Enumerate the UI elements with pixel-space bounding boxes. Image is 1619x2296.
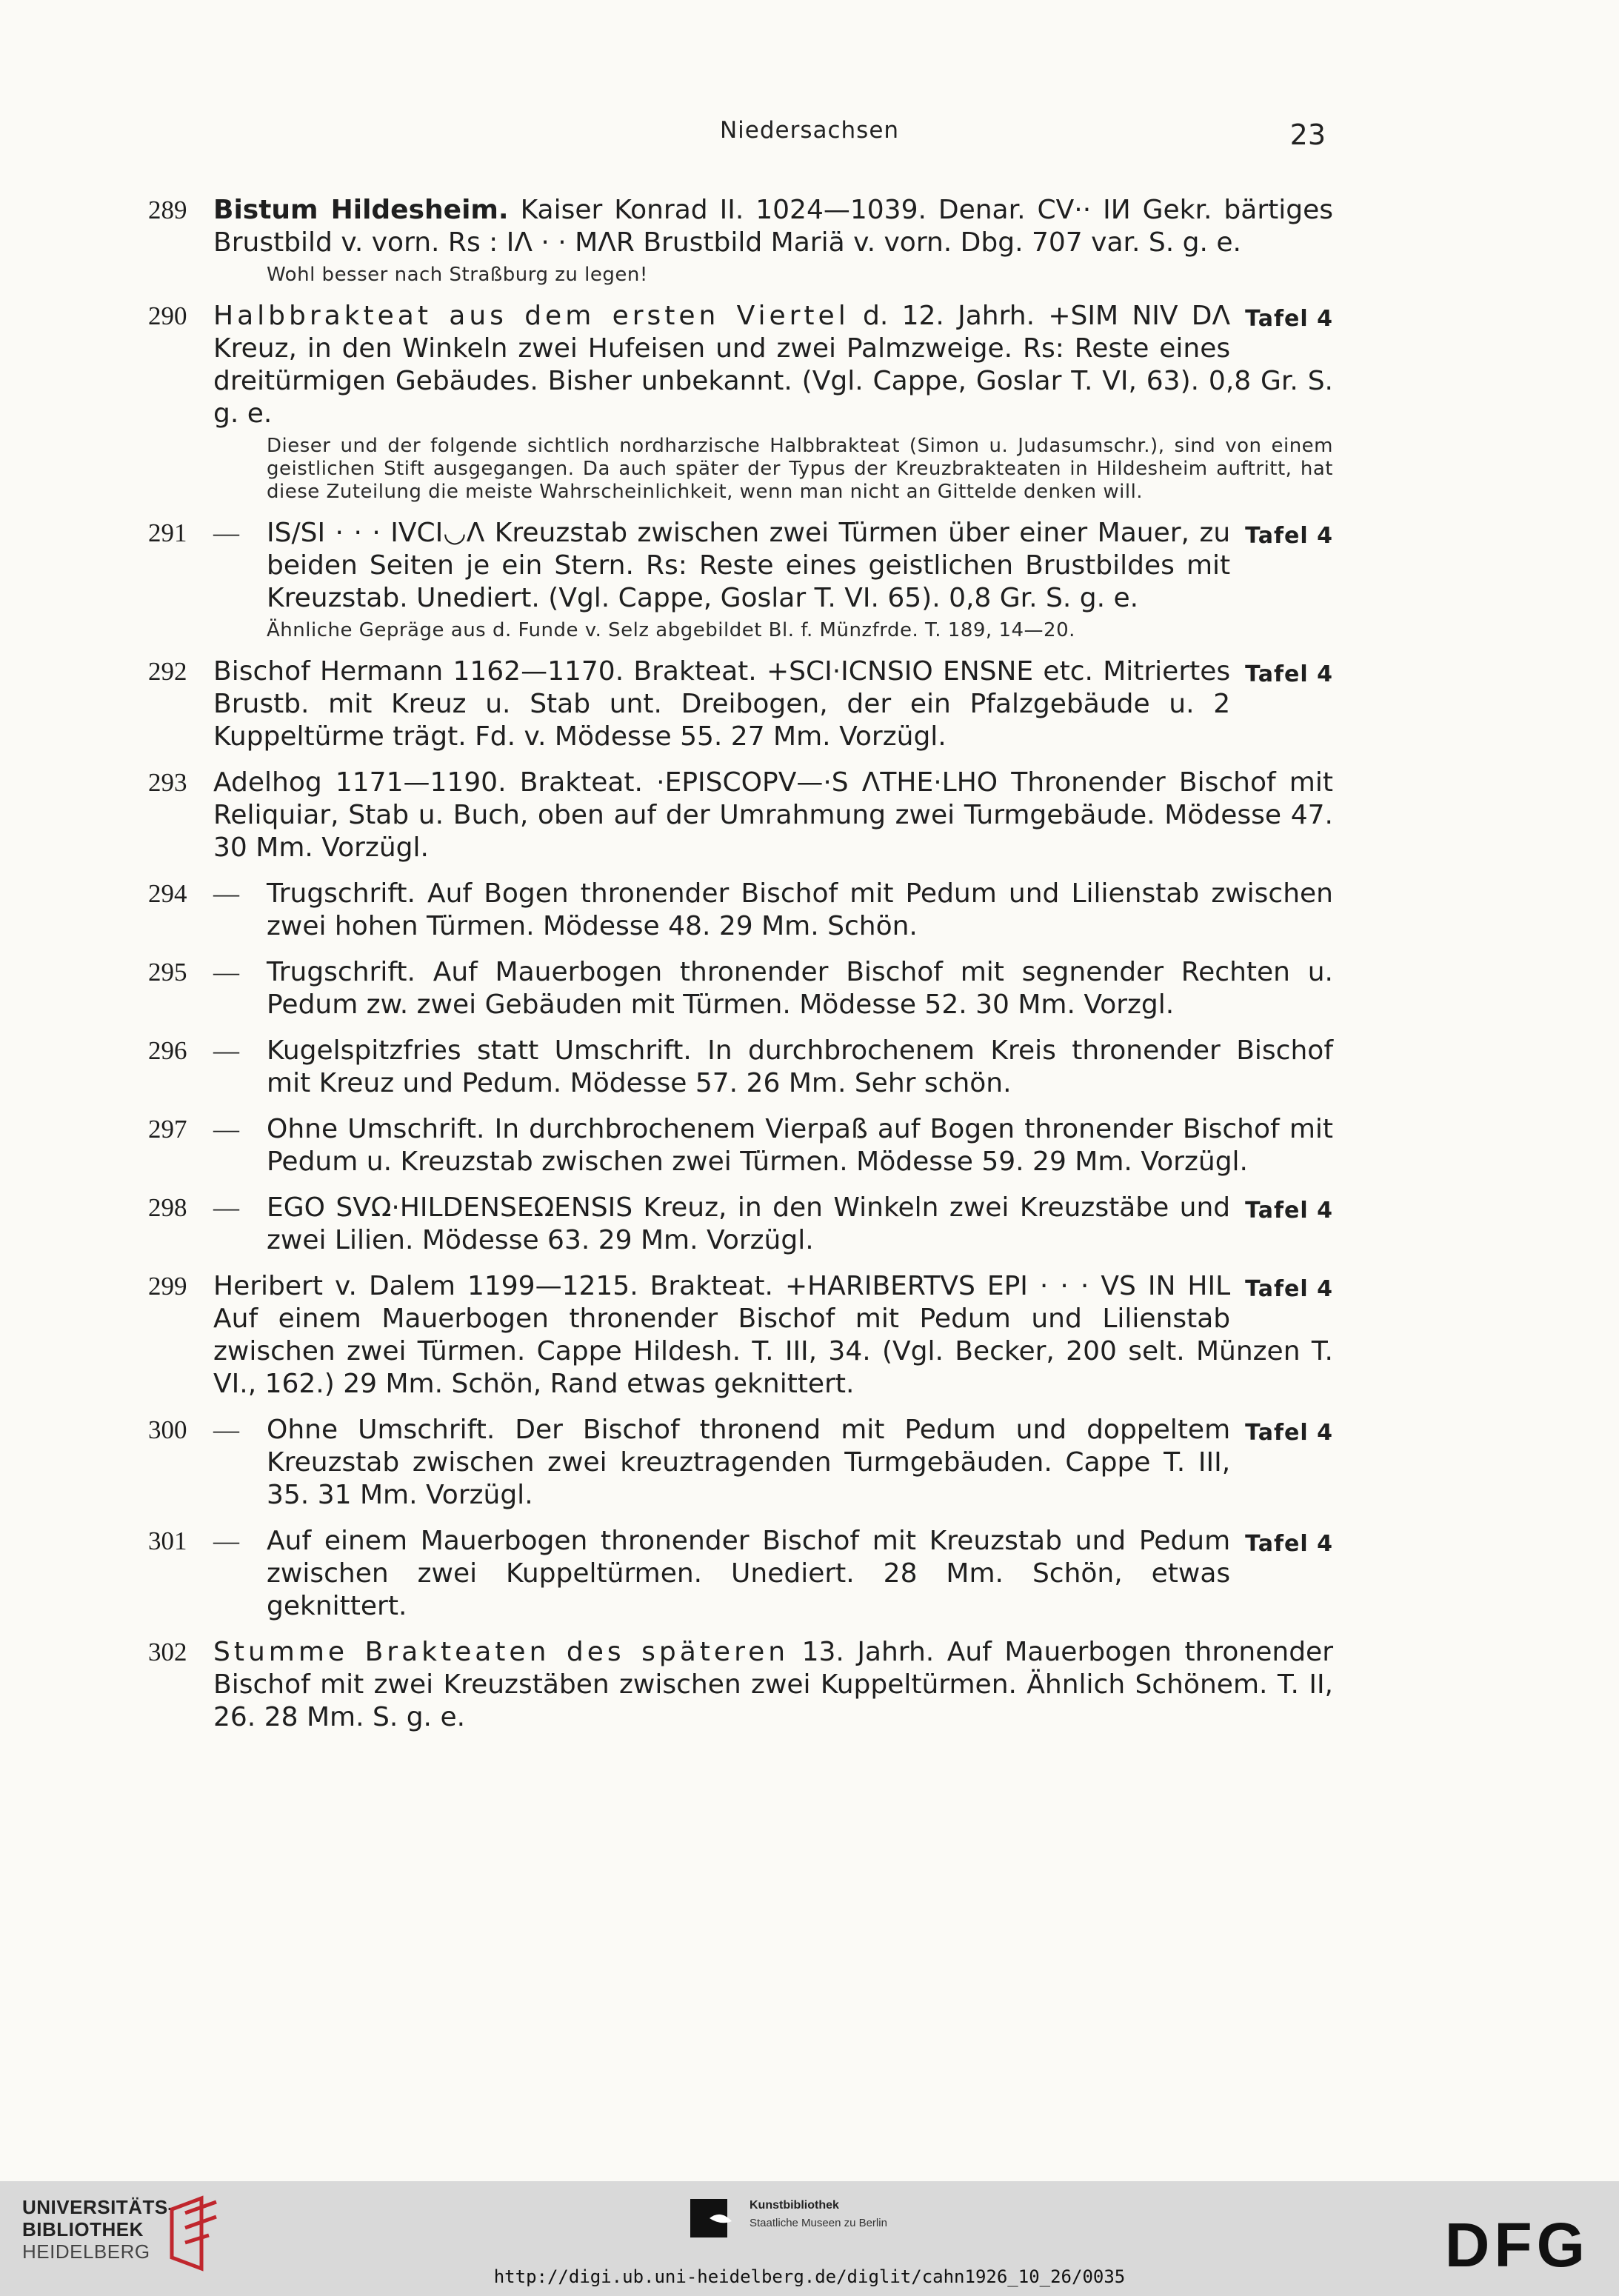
entry-body bbox=[267, 956, 1333, 1021]
entry-number: 297 bbox=[148, 1115, 187, 1144]
entry-number: 295 bbox=[148, 958, 187, 987]
source-url[interactable]: http://digi.ub.uni-heidelberg.de/diglit/cahn1926_10_26/0035 bbox=[493, 2266, 1126, 2287]
entry-number: 300 bbox=[148, 1415, 187, 1444]
catalog-entries bbox=[148, 194, 1333, 1747]
kb-subtitle: Staatliche Museen zu Berlin bbox=[750, 2217, 887, 2229]
entry-body bbox=[213, 194, 1333, 259]
entry-dash: — bbox=[213, 1193, 239, 1222]
catalog-entry bbox=[148, 517, 1333, 642]
catalog-entry bbox=[148, 1113, 1333, 1178]
tafel-reference: Tafel 4 bbox=[1245, 523, 1333, 549]
kunstbibliothek-icon bbox=[687, 2196, 741, 2240]
entry-text: Auf einem Mauerbogen thronender Bischof mit Kreuzstab und Pedum zwischen zwei Kuppeltürmen. Unediert. 28 Mm. Schön, etwas geknittert. bbox=[267, 1526, 1231, 1621]
entry-body bbox=[267, 878, 1333, 943]
entry-text: Trugschrift. Auf Mauerbogen thronender Bischof mit segnender Rechten u. Pedum zw. zwei Gebäuden mit Türmen. Mödesse 52. 30 Mm. Vorzgl. bbox=[267, 957, 1333, 1020]
ub-line-1: UNIVERSITÄTS- bbox=[22, 2196, 175, 2218]
entry-text: Bischof Hermann 1162—1170. Brakteat. +SCI·ICNSIO ENSNE etc. Mitriertes Brustb. mit Kreuz u. Stab unt. Dreibogen, der ein Pfalzgebäude u. 2 Kuppeltürme trägt. Fd. v. Mödesse 55. 27 Mm. Vorzügl. bbox=[213, 656, 1231, 752]
entry-text: Kugelspitzfries statt Umschrift. In durchbrochenem Kreis thronender Bischof mit Kreuz und Pedum. Mödesse 57. 26 Mm. Sehr schön. bbox=[267, 1035, 1333, 1098]
entry-number: 291 bbox=[148, 518, 187, 547]
entry-text: Heribert v. Dalem 1199—1215. Brakteat. +HARIBERTVS EPI · · · VS IN HIL Auf einem Mauerbogen thronender Bischof mit Pedum und Lilienstab zwischen zwei Türmen. Cappe Hildesh. T. III, 34. (Vgl. Becker, 200 selt. Münzen T. VI., 162.) 29 Mm. Schön, Rand etwas geknittert. bbox=[213, 1271, 1333, 1399]
entry-dash: — bbox=[213, 958, 239, 987]
tafel-reference: Tafel 4 bbox=[1245, 1276, 1333, 1302]
entry-number: 298 bbox=[148, 1193, 187, 1222]
entry-number: 293 bbox=[148, 768, 187, 797]
entry-number: 296 bbox=[148, 1036, 187, 1065]
ub-emblem-icon bbox=[164, 2195, 224, 2276]
running-head: Niedersachsen bbox=[719, 117, 900, 144]
entry-body bbox=[213, 655, 1333, 753]
catalog-entry bbox=[148, 300, 1333, 504]
entry-number: 302 bbox=[148, 1638, 187, 1666]
entry-number: 294 bbox=[148, 879, 187, 908]
catalog-entry bbox=[148, 1636, 1333, 1734]
entry-body bbox=[267, 1414, 1333, 1512]
entry-text: Trugschrift. Auf Bogen thronender Bischof mit Pedum und Lilienstab zwischen zwei hohen Türmen. Mödesse 48. 29 Mm. Schön. bbox=[267, 878, 1333, 941]
entry-number: 292 bbox=[148, 657, 187, 686]
catalog-entry bbox=[148, 1525, 1333, 1623]
catalog-entry bbox=[148, 194, 1333, 287]
entry-dash: — bbox=[213, 1526, 239, 1555]
entry-note: Wohl besser nach Straßburg zu legen! bbox=[267, 264, 648, 286]
catalog-entry bbox=[148, 1414, 1333, 1512]
entry-text: IS/SI · · · IVCI◡Λ Kreuzstab zwischen zwei Türmen über einer Mauer, zu beiden Seiten je ein Stern. Rs: Reste eines geistlichen Brustbildes mit Kreuzstab. Unediert. (Vgl. Cappe, Goslar T. VI. 65). 0,8 Gr. S. g. e. bbox=[267, 518, 1231, 613]
catalog-entry bbox=[148, 956, 1333, 1021]
entry-text: Adelhog 1171—1190. Brakteat. ·EPISCOPV—·S ΛTHE·LHO Thronender Bischof mit Reliquiar, Stab u. Buch, oben auf der Umrahmung zwei Turmgebäude. Mödesse 47. 30 Mm. Vorzügl. bbox=[213, 767, 1333, 863]
entry-number: 301 bbox=[148, 1526, 187, 1555]
entry-number: 290 bbox=[148, 301, 187, 330]
entry-spaced-heading: Stumme Brakteaten des späteren bbox=[213, 1637, 790, 1667]
entry-body bbox=[267, 517, 1333, 615]
entry-body bbox=[267, 1192, 1333, 1257]
entry-body bbox=[267, 1035, 1333, 1100]
entry-text: EGO SVΩ·HILDENSEΩENSIS Kreuz, in den Winkeln zwei Kreuzstäbe und zwei Lilien. Mödesse 63. 29 Mm. Vorzügl. bbox=[267, 1192, 1231, 1255]
entry-body bbox=[267, 1113, 1333, 1178]
tafel-reference: Tafel 4 bbox=[1245, 1198, 1333, 1224]
catalog-entry bbox=[148, 1270, 1333, 1401]
entry-text: Ohne Umschrift. Der Bischof thronend mit Pedum und doppeltem Kreuzstab zwischen zwei kreuztragenden Turmgebäuden. Cappe T. III, 35. 31 Mm. Vorzügl. bbox=[267, 1415, 1231, 1510]
entry-body bbox=[213, 1636, 1333, 1734]
entry-dash: — bbox=[213, 518, 239, 547]
entry-body bbox=[213, 1270, 1333, 1401]
entry-dash: — bbox=[213, 1115, 239, 1144]
entry-body bbox=[213, 767, 1333, 864]
catalog-entry bbox=[148, 655, 1333, 753]
tafel-reference: Tafel 4 bbox=[1245, 306, 1333, 332]
entry-body bbox=[267, 1525, 1333, 1623]
tafel-reference: Tafel 4 bbox=[1245, 1531, 1333, 1557]
entry-number: 289 bbox=[148, 196, 187, 224]
entry-dash: — bbox=[213, 879, 239, 908]
catalog-entry bbox=[148, 878, 1333, 943]
catalog-entry bbox=[148, 767, 1333, 864]
entry-dash: — bbox=[213, 1415, 239, 1444]
tafel-reference: Tafel 4 bbox=[1245, 1420, 1333, 1446]
entry-note: Ähnliche Gepräge aus d. Funde v. Selz abgebildet Bl. f. Münzfrde. T. 189, 14—20. bbox=[267, 619, 1075, 641]
tafel-reference: Tafel 4 bbox=[1245, 661, 1333, 687]
entry-note: Dieser und der folgende sichtlich nordharzische Halbbrakteat (Simon u. Judasumschr.), sind von einem geistlichen Stift ausgegangen. Da auch später der Typus der Kreuzbrakteaten in Hildesheim auftritt, hat diese Zuteilung die meiste Wahrscheinlichkeit, wenn man nicht an Gittelde denken will. bbox=[267, 435, 1333, 503]
ub-line-2: BIBLIOTHEK bbox=[22, 2218, 144, 2240]
dfg-logo[interactable]: DFG bbox=[1444, 2210, 1589, 2280]
entry-number: 299 bbox=[148, 1272, 187, 1301]
kb-name: Kunstbibliothek bbox=[750, 2199, 839, 2212]
entry-text: 13. Jahrh. Auf Mauerbogen thronender Bischof mit zwei Kreuzstäben zwischen zwei Kuppeltürmen. Ähnlich Schönem. T. II, 26. 28 Mm. S. g. e. bbox=[213, 1637, 1333, 1732]
entry-text: Ohne Umschrift. In durchbrochenem Vierpaß auf Bogen thronender Bischof mit Pedum u. Kreuzstab zwischen zwei Türmen. Mödesse 59. 29 Mm. Vorzügl. bbox=[267, 1114, 1333, 1177]
ub-line-3: HEIDELBERG bbox=[22, 2240, 150, 2263]
page-number: 23 bbox=[1289, 119, 1326, 151]
ub-heidelberg-logo[interactable] bbox=[22, 2196, 175, 2263]
catalog-entry bbox=[148, 1192, 1333, 1257]
catalog-entry bbox=[148, 1035, 1333, 1100]
entry-title: Bistum Hildesheim. bbox=[213, 195, 509, 225]
entry-spaced-heading: Halbbrakteat aus dem ersten Viertel bbox=[213, 301, 849, 331]
entry-body bbox=[213, 300, 1333, 430]
entry-text: Kaiser Konrad II. 1024—1039. Denar. CV·· IИ Gekr. bärtiges Brustbild v. vorn. Rs : IΛ · · MΛR Brustbild Mariä v. vorn. Dbg. 707 var. S. g. e. bbox=[213, 195, 1333, 258]
entry-text: d. 12. Jahrh. +SIM NIV DΛ Kreuz, in den Winkeln zwei Hufeisen und zwei Palmzweige. Rs: Reste eines dreitürmigen Gebäudes. Bisher unbekannt. (Vgl. Cappe, Goslar T. VI, 63). 0,8 Gr. S. g. e. bbox=[213, 301, 1333, 429]
entry-dash: — bbox=[213, 1036, 239, 1065]
